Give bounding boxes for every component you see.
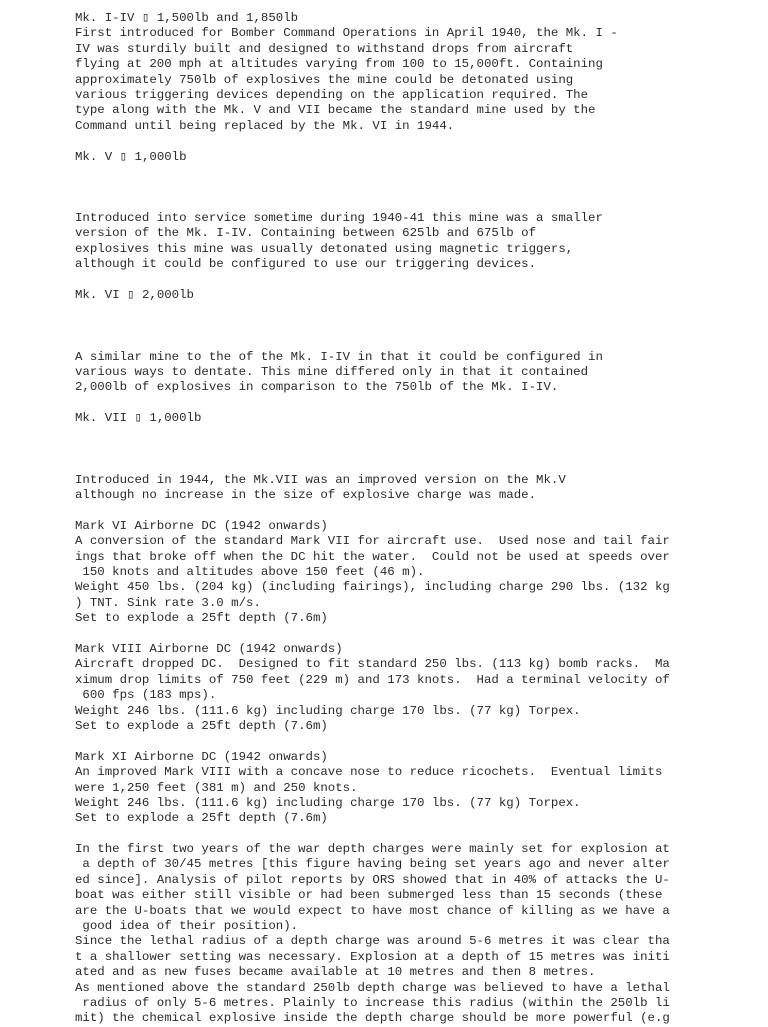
paragraph-gap xyxy=(75,196,765,211)
paragraph-gap xyxy=(75,334,765,349)
text-line: ) TNT. Sink rate 3.0 m/s. xyxy=(75,595,261,610)
paragraph-gap xyxy=(75,273,765,288)
paragraph xyxy=(75,288,765,303)
text-line: various ways to dentate. This mine differed only in that it contained xyxy=(75,364,589,379)
text-line: Introduced in 1944, the Mk.VII was an improved version on the Mk.V xyxy=(75,472,566,487)
text-line: In the first two years of the war depth charges were mainly set for explosion at xyxy=(75,842,670,857)
text-line: were 1,250 feet (381 m) and 250 knots. xyxy=(75,780,358,795)
paragraph xyxy=(75,519,765,627)
text-line: Mk. VI ▯ 2,000lb xyxy=(75,288,194,303)
paragraph xyxy=(75,319,765,334)
paragraph xyxy=(75,642,765,734)
paragraph-gap xyxy=(75,396,765,411)
text-line: type along with the Mk. V and VII became the standard mine used by the xyxy=(75,103,596,118)
paragraph xyxy=(75,11,765,134)
paragraph-gap xyxy=(75,627,765,642)
paragraph xyxy=(75,411,765,426)
text-line: ings that broke off when the DC hit the water. Could not be used at speeds over xyxy=(75,549,670,564)
document-page xyxy=(75,11,765,1027)
text-line: Mk. VII ▯ 1,000lb xyxy=(75,411,202,426)
text-line: Weight 450 lbs. (204 kg) (including fairings), including charge 290 lbs. (132 kg xyxy=(75,580,670,595)
paragraph-gap xyxy=(75,134,765,149)
text-line: ed since]. Analysis of pilot reports by ORS showed that in 40% of attacks the U- xyxy=(75,872,670,887)
text-line xyxy=(75,319,765,334)
text-line: t a shallower setting was necessary. Explosion at a depth of 15 metres was initi xyxy=(75,949,670,964)
text-line: Mk. V ▯ 1,000lb xyxy=(75,149,187,164)
text-line: Mark VIII Airborne DC (1942 onwards) xyxy=(75,642,343,657)
text-line: Introduced into service sometime during 1940-41 this mine was a smaller xyxy=(75,211,603,226)
paragraph-gap xyxy=(75,457,765,472)
text-line: Weight 246 lbs. (111.6 kg) including charge 170 lbs. (77 kg) Torpex. xyxy=(75,703,581,718)
text-line: Aircraft dropped DC. Designed to fit standard 250 lbs. (113 kg) bomb racks. Ma xyxy=(75,657,670,672)
paragraph-gap xyxy=(75,827,765,842)
text-line: various triggering devices depending on the application required. The xyxy=(75,87,589,102)
text-line: A conversion of the standard Mark VII for aircraft use. Used nose and tail fair xyxy=(75,534,670,549)
paragraph xyxy=(75,150,765,165)
text-line: An improved Mark VIII with a concave nose to reduce ricochets. Eventual limits xyxy=(75,765,663,780)
text-line: flying at 200 mph at altitudes varying from 100 to 15,000ft. Containing xyxy=(75,57,603,72)
text-line: approximately 750lb of explosives the mine could be detonated using xyxy=(75,72,574,87)
paragraph xyxy=(75,473,765,504)
text-line: ated and as new fuses became available at 10 metres and then 8 metres. xyxy=(75,965,596,980)
paragraph-gap xyxy=(75,734,765,749)
text-line: Mark VI Airborne DC (1942 onwards) xyxy=(75,518,328,533)
paragraph-gap xyxy=(75,427,765,442)
paragraph xyxy=(75,750,765,827)
text-line: boat was either still visible or had been submerged less than 15 seconds (these xyxy=(75,888,663,903)
text-line xyxy=(75,442,765,457)
text-line: IV was sturdily built and designed to withstand drops from aircraft xyxy=(75,41,574,56)
text-line: 150 knots and altitudes above 150 feet (46 m). xyxy=(75,565,425,580)
text-line: Set to explode a 25ft depth (7.6m) xyxy=(75,611,328,626)
paragraph-gap xyxy=(75,303,765,318)
text-line: Set to explode a 25ft depth (7.6m) xyxy=(75,811,328,826)
text-line: mit) the chemical explosive inside the depth charge should be more powerful (e.g xyxy=(75,1011,670,1026)
text-line xyxy=(75,180,765,195)
text-line: Set to explode a 25ft depth (7.6m) xyxy=(75,718,328,733)
paragraph xyxy=(75,442,765,457)
text-line: version of the Mk. I-IV. Containing between 625lb and 675lb of xyxy=(75,226,537,241)
text-line: Mk. I-IV ▯ 1,500lb and 1,850lb xyxy=(75,11,299,25)
text-line: radius of only 5-6 metres. Plainly to increase this radius (within the 250lb li xyxy=(75,996,670,1010)
paragraph xyxy=(75,350,765,396)
paragraph xyxy=(75,211,765,273)
text-line: Mark XI Airborne DC (1942 onwards) xyxy=(75,749,328,764)
text-line: A similar mine to the of the Mk. I-IV in that it could be configured in xyxy=(75,349,603,364)
text-line: good idea of their position). xyxy=(75,919,299,934)
paragraph-gap xyxy=(75,165,765,180)
paragraph xyxy=(75,842,765,1027)
text-line: As mentioned above the standard 250lb depth charge was believed to have a lethal xyxy=(75,980,670,995)
text-line: Weight 246 lbs. (111.6 kg) including charge 170 lbs. (77 kg) Torpex. xyxy=(75,795,581,810)
text-line: although it could be configured to use our triggering devices. xyxy=(75,257,537,272)
paragraph-gap xyxy=(75,504,765,519)
text-line: First introduced for Bomber Command Operations in April 1940, the Mk. I - xyxy=(75,26,618,41)
text-line: are the U-boats that we would expect to have most chance of killing as we have a xyxy=(75,903,670,918)
text-line: Since the lethal radius of a depth charge was around 5-6 metres it was clear tha xyxy=(75,934,670,949)
paragraph xyxy=(75,180,765,195)
text-line: 2,000lb of explosives in comparison to the 750lb of the Mk. I-IV. xyxy=(75,380,559,395)
text-line: explosives this mine was usually detonated using magnetic triggers, xyxy=(75,241,574,256)
text-line: 600 fps (183 mps). xyxy=(75,688,217,703)
text-line: although no increase in the size of explosive charge was made. xyxy=(75,488,537,503)
text-line: Command until being replaced by the Mk. VI in 1944. xyxy=(75,118,455,133)
text-line: ximum drop limits of 750 feet (229 m) and 173 knots. Had a terminal velocity of xyxy=(75,672,670,687)
text-line: a depth of 30/45 metres [this figure having being set years ago and never alter xyxy=(75,857,670,872)
